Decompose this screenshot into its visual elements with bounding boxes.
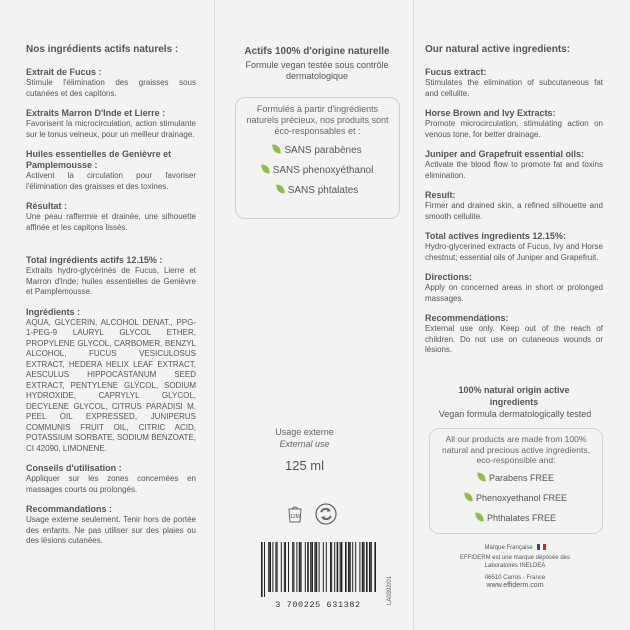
barcode-bar bbox=[305, 542, 306, 592]
section-text: Apply on concerned areas in short or prolonged massages. bbox=[425, 283, 603, 303]
french-flag-icon bbox=[537, 544, 546, 550]
barcode-bar bbox=[268, 542, 269, 592]
section-7 bbox=[26, 504, 196, 547]
usage-fr: Usage externe bbox=[275, 427, 334, 437]
section-0 bbox=[425, 67, 603, 99]
recycle-icon bbox=[315, 503, 337, 525]
barcode-bar bbox=[340, 542, 341, 592]
barcode-bar bbox=[345, 542, 347, 592]
barcode-bar bbox=[275, 542, 276, 592]
section-text: Une peau raffermie et drainée, une silhouette affinée et les capitons lissés. bbox=[26, 212, 196, 232]
barcode-bar bbox=[316, 542, 318, 592]
barcode-bar bbox=[311, 542, 313, 592]
barcode-bar bbox=[330, 542, 331, 592]
section-title: Juniper and Grapefruit essential oils: bbox=[425, 149, 585, 159]
brand-line-2: Laboratoires INELDEA bbox=[484, 563, 546, 569]
section-text: External use only. Keep out of the reach of children. Do not use on cutaneous wounds or lésions. bbox=[425, 324, 603, 354]
left-divider bbox=[214, 0, 215, 630]
free-item bbox=[236, 161, 399, 181]
section-title: Recommendations: bbox=[425, 313, 509, 323]
barcode-bar bbox=[261, 542, 263, 597]
leaf-icon bbox=[273, 143, 282, 154]
section-title: Fucus extract: bbox=[425, 67, 487, 77]
barcode-bar bbox=[292, 542, 293, 592]
section-title: Extrait de Fucus : bbox=[26, 67, 102, 77]
barcode-bar bbox=[337, 542, 339, 592]
barcode-number: 3 700225 631382 bbox=[275, 600, 361, 610]
section-3 bbox=[26, 201, 196, 233]
barcode-bar bbox=[331, 542, 332, 592]
barcode-bar bbox=[364, 542, 365, 592]
free-item-label: Parabens FREE bbox=[488, 472, 555, 483]
section-6 bbox=[26, 463, 196, 495]
free-item-label: SANS phenoxyéthanol bbox=[272, 165, 374, 176]
center-free-box bbox=[235, 97, 400, 219]
section-3 bbox=[425, 190, 603, 222]
section-text: Stimule l'élimination des graisses sous cutanées et des capitons. bbox=[26, 78, 196, 98]
barcode-bar bbox=[319, 542, 320, 592]
barcode-bar bbox=[269, 542, 271, 592]
section-title: Résultat : bbox=[26, 201, 68, 211]
barcode-bar bbox=[272, 542, 273, 592]
section-title: Recommandations : bbox=[26, 504, 113, 514]
section-title: Result: bbox=[425, 190, 456, 200]
barcode-bar bbox=[355, 542, 356, 592]
section-6 bbox=[425, 313, 603, 356]
barcode-bar bbox=[326, 542, 327, 592]
leaf-icon bbox=[261, 163, 270, 174]
brand-label-text: Marque Française bbox=[484, 545, 533, 551]
barcode-bar bbox=[284, 542, 285, 592]
usage-en: External use bbox=[279, 439, 330, 449]
leaf-icon bbox=[464, 491, 473, 502]
barcode-bar bbox=[369, 542, 370, 592]
website: www.effiderm.com bbox=[486, 582, 544, 589]
center-column bbox=[222, 0, 412, 630]
section-text: Appliquer sur les zones concernées en massages courts ou prolongés. bbox=[26, 474, 196, 494]
section-text: Activate the blood flow to promote fat and toxins elimination. bbox=[425, 160, 603, 180]
free-item-label: SANS phtalates bbox=[287, 185, 359, 196]
barcode-bar bbox=[310, 542, 311, 592]
section-text: Promote microcirculation, stimulating action on venous tone, for better drainage. bbox=[425, 119, 603, 139]
natural-title: 100% natural origin active ingredients bbox=[458, 385, 570, 407]
barcode-bar bbox=[307, 542, 309, 592]
center-title: Actifs 100% d'origine naturelle bbox=[244, 46, 390, 57]
section-title: Total actives ingredients 12.15%: bbox=[425, 231, 566, 241]
pao-label: 12M bbox=[290, 514, 300, 520]
right-divider bbox=[413, 0, 414, 630]
barcode-bar bbox=[334, 542, 335, 592]
volume: 125 ml bbox=[284, 458, 325, 473]
free-item-label: SANS parabènes bbox=[284, 145, 362, 156]
barcode-bar bbox=[362, 542, 364, 592]
barcode-bar bbox=[352, 542, 353, 592]
section-title: Extraits Marron D'Inde et Lierre : bbox=[26, 108, 166, 118]
section-4 bbox=[425, 231, 603, 263]
section-5 bbox=[425, 272, 603, 304]
right-free-box bbox=[429, 428, 603, 534]
section-2 bbox=[425, 149, 603, 181]
barcode-bar bbox=[359, 542, 360, 592]
barcode-bar bbox=[370, 542, 372, 592]
barcode-bar bbox=[366, 542, 368, 592]
left-column bbox=[26, 44, 196, 630]
left-heading: Nos ingrédients actifs naturels : bbox=[26, 44, 179, 55]
barcode-bar bbox=[301, 542, 302, 592]
section-0 bbox=[26, 67, 196, 99]
section-text: Hydro-glycerined extracts of Fucus, Ivy and Horse chestnut; essential oils of Juniper and Grapefruit. bbox=[425, 242, 603, 262]
barcode-bar bbox=[281, 542, 282, 592]
section-text: Favorisent la microcirculation, action stimulante sur le tonus veineux, pour un meilleur drainage. bbox=[26, 119, 196, 139]
address: 06510 Carros - France bbox=[484, 575, 546, 581]
section-text: AQUA, GLYCERIN, ALCOHOL DENAT., PPG-1-PEG-9 LAURYL GLYCOL ETHER, PROPYLENE GLYCOL, CARBOMER, BENZYL ALCOHOL, FUCUS VESICULOSUS EXTRACT, HEDERA HELIX LEAF EXTRACT, AESCULUS HIPPOCASTANUM SEED EXTRACT, PENTYLENE GLYCOL, SODIUM HYDROXIDE, CAPRYLYL GLYCOL, DECYLENE GLYCOL, CITRUS PARADISI M. PEEL OIL EXPRESSED, JUNIPERUS COMMUNIS FRUIT OIL, CITRIC ACID, POTASSIUM SORBATE, SODIUM BENZOATE, CI 42090, LIMONENE. bbox=[26, 317, 196, 453]
barcode-bar bbox=[314, 542, 315, 592]
lot-code: LA0392/01 bbox=[387, 575, 393, 605]
barcode-bar bbox=[277, 542, 278, 592]
section-4 bbox=[26, 255, 196, 298]
leaf-icon bbox=[276, 183, 285, 194]
section-title: Conseils d'utilisation : bbox=[26, 463, 122, 473]
barcode-bar bbox=[348, 542, 349, 592]
section-title: Huiles essentielles de Genièvre et Pamplemousse : bbox=[26, 149, 172, 170]
section-text: Firmer and drained skin, a refined silhouette and smooth cellulite. bbox=[425, 201, 603, 221]
free-item bbox=[430, 508, 602, 528]
free-item-label: Phthalates FREE bbox=[486, 512, 557, 523]
section-title: Total ingrédients actifs 12.15% : bbox=[26, 255, 163, 265]
barcode-bar bbox=[323, 542, 324, 592]
right-column bbox=[425, 44, 603, 630]
center-subtitle: Formule vegan testée sous contrôle dermatologique bbox=[245, 60, 389, 81]
barcode-bar bbox=[349, 542, 351, 592]
barcode-bar bbox=[299, 542, 301, 592]
section-text: Stimulates the elimination of subcutaneous fat and cellulite. bbox=[425, 78, 603, 98]
natural-subtitle: Vegan formula dermatologically tested bbox=[438, 409, 592, 419]
barcode-bar bbox=[296, 542, 297, 592]
right-box-intro: All our products are made from 100% natural and precious active ingredients, eco-responsible and: bbox=[442, 434, 590, 465]
free-item bbox=[430, 488, 602, 508]
section-text: Extraits hydro-glycérinés de Fucus, Lierre et Marron d'Inde; huiles essentielles de Genièvre et Pamplemousse. bbox=[26, 266, 196, 296]
section-text: Usage externe seulement. Tenir hors de portée des enfants. Ne pas utiliser sur des plaies ou des lésions cutanées. bbox=[26, 515, 196, 545]
brand-label bbox=[440, 544, 590, 551]
section-2 bbox=[26, 149, 196, 192]
section-title: Ingrédients : bbox=[26, 306, 81, 317]
free-item-label: Phenoxyethanol FREE bbox=[475, 492, 568, 503]
section-title: Horse Brown and Ivy Extracts: bbox=[425, 108, 556, 118]
barcode-bar bbox=[293, 542, 294, 592]
barcode-bar bbox=[264, 542, 265, 597]
section-1 bbox=[425, 108, 603, 140]
free-item bbox=[236, 181, 399, 201]
section-title: Directions: bbox=[425, 272, 473, 282]
leaf-icon bbox=[477, 471, 486, 482]
right-heading: Our natural active ingredients: bbox=[425, 44, 571, 55]
leaf-icon bbox=[475, 511, 484, 522]
barcode bbox=[259, 542, 377, 610]
barcode-bar bbox=[341, 542, 343, 592]
section-text: Activent la circulation pour favoriser l'élimination des graisses et des toxines. bbox=[26, 171, 196, 191]
barcode-bar bbox=[374, 542, 376, 592]
free-item bbox=[430, 468, 602, 488]
barcode-bar bbox=[285, 542, 286, 592]
center-box-intro: Formulés à partir d'ingrédients naturels précieux, nos produits sont éco-responsables et : bbox=[246, 104, 389, 136]
pao-icon bbox=[286, 504, 304, 524]
section-1 bbox=[26, 108, 196, 140]
barcode-bar bbox=[288, 542, 289, 592]
free-item bbox=[236, 141, 399, 161]
section-5 bbox=[26, 307, 196, 455]
brand-line-1: EFFIDERM est une marque déposée des bbox=[459, 555, 571, 561]
